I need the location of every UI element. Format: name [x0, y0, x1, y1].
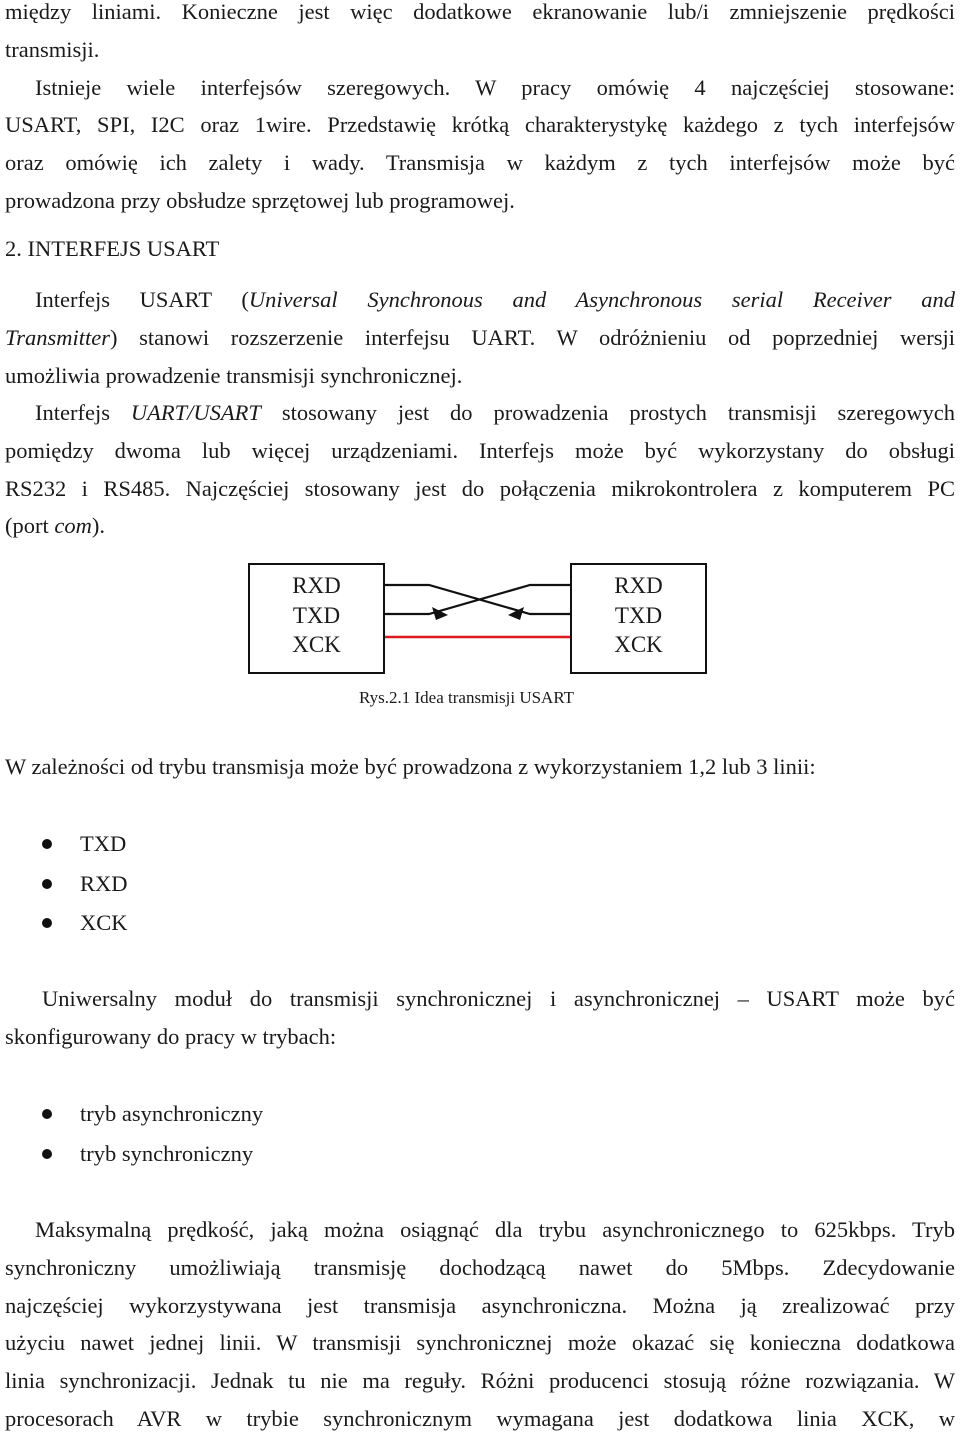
intro-line: USART, SPI, I2C oraz 1wire. Przedstawię krótką charakterystykę każdego z tych interfejsów [5, 112, 955, 138]
section-heading: 2. INTERFEJS USART [5, 236, 220, 261]
final-line: najczęściej wykorzystywana jest transmisja asynchroniczna. Można ją zrealizować przy [5, 1292, 955, 1318]
module-line: Uniwersalny moduł do transmisji synchronicznej i asynchronicznej – USART może być [42, 986, 955, 1011]
module-paragraph [5, 980, 955, 1056]
final-line: procesorach AVR w trybie synchronicznym wymagana jest dodatkowa linia XCK, w [5, 1405, 955, 1431]
intro-line: prowadzona przy obsłudze sprzętowej lub programowej. [5, 187, 515, 213]
bullet-icon [42, 839, 52, 849]
pin-label: TXD [614, 602, 663, 628]
bullet-icon [42, 1149, 52, 1159]
final-line: Maksymalną prędkość, jaką można osiągnąć dla trybu asynchronicznego to 625kbps. Tryb [35, 1217, 955, 1242]
intro-line: transmisji. [5, 36, 100, 62]
crossed-data-line [385, 585, 570, 614]
pin-label: XCK [292, 632, 341, 657]
intro-line: między liniami. Konieczne jest więc dodatkowe ekranowanie lub/i zmniejszenie prędkości [5, 0, 955, 24]
bullet-icon [42, 918, 52, 928]
bullet-icon [42, 879, 52, 889]
usart-paragraph [5, 281, 955, 394]
uart-line: Interfejs UART/USART stosowany jest do prowadzenia prostych transmisji szeregowych [35, 400, 955, 425]
modes-intro: W zależności od trybu transmisja może być prowadzona z wykorzystaniem 1,2 lub 3 linii: [5, 754, 816, 779]
final-paragraph [5, 1211, 955, 1438]
uart-line: (port com). [5, 513, 105, 539]
intro-paragraph [5, 0, 955, 220]
usart-line: Interfejs USART (Universal Synchronous and Asynchronous serial Receiver and [35, 287, 955, 312]
usart-line: umożliwia prowadzenie transmisji synchronicznej. [5, 362, 463, 388]
uart-line: pomiędzy dwoma lub więcej urządzeniami. Interfejs może być wykorzystany do obsługi [5, 437, 955, 463]
usart-line: Transmitter) stanowi rozszerzenie interfejsu UART. W odróżnieniu od poprzedniej wersji [5, 324, 955, 350]
module-line: skonfigurowany do pracy w trybach: [5, 1023, 337, 1049]
pin-label: TXD [292, 602, 341, 628]
usart-diagram [248, 563, 708, 678]
final-line: użyciu nawet jednej linii. W transmisji synchronicznej może okazać się konieczna dodatkowa [5, 1330, 955, 1356]
intro-line: oraz omówię ich zalety i wady. Transmisja w każdym z tych interfejsów może być [5, 150, 955, 176]
pin-label: RXD [292, 573, 341, 598]
figure-caption: Rys.2.1 Idea transmisji USART [359, 688, 575, 707]
intro-line: Istnieje wiele interfejsów szeregowych. W pracy omówię 4 najczęściej stosowane: [35, 74, 955, 100]
pin-label: RXD [614, 573, 663, 598]
document-page: między liniami. Konieczne jest więc dodatkowe ekranowanie lub/i zmniejszenie prędkości transmisji. Istnieje wiele interfejsów szeregowych. W pracy omówię 4 najczęściej stosowane: USART, SPI, I2C oraz 1wire. Przedstawię krótką charakterystykę każdego z tych interfejsów oraz omówię ich zalety i wady. Transmisja w każdym z tych interfejsów może być prowadzona przy obsłudze sprzętowej lub programowej. 2. INTERFEJS USART Interfejs USART (Universal Synchronous and Asynchronous serial Receiver and Transmitter) stanowi rozszerzenie interfejsu UART. W odróżnieniu od poprzedniej wersji umożliwia prowadzenie transmisji synchronicznej. Interfejs UART/USART stosowany jest do prowadzenia prostych transmisji szeregowych pomiędzy dwoma lub więcej urządzeniami. Interfejs może być wykorzystany do obsługi RS232 i RS485. Najczęściej stosowany jest do połączenia mikrokontrolera z komputerem PC (port com). RXD TXD XCK RXD TXD XCK Rys.2.1 Idea transmisji USART W zależności od trybu transmisja może być prowadzona z wykorzystaniem 1,2 lub 3 linii: TXD RXD XCK Uniwersalny moduł do transmisji synchronicznej i asynchronicznej – USART może być skonfigurowany do pracy w trybach: tryb asynchroniczny tryb synchroniczny Maksymalną prędkość, jaką można osiągnąć dla trybu asynchronicznego to 625kbps. Tryb synchroniczny umożliwiają transmisję dochodzącą nawet do 5Mbps. Zdecydowanie najczęściej wykorzystywana jest transmisja asynchroniczna. Można ją zrealizować przy użyciu nawet jednej linii. W transmisji synchronicznej może okazać się konieczna dodatkowa linia synchronizacji. Jednak tu nie ma reguły. Różni producenci stosują różne rozwiązania. W procesorach AVR w trybie synchronicznym wymagana jest dodatkowa linia XCK, w [0, 0, 960, 1440]
uart-paragraph [5, 394, 955, 545]
connection-lines [248, 563, 708, 678]
uart-line: RS232 i RS485. Najczęściej stosowany jest do połączenia mikrokontrolera z komputerem PC [5, 475, 955, 501]
final-line: linia synchronizacji. Jednak tu nie ma reguły. Różni producenci stosują różne rozwiązania. W [5, 1368, 955, 1394]
bullet-icon [42, 1109, 52, 1119]
final-line: synchroniczny umożliwiają transmisję dochodzącą nawet do 5Mbps. Zdecydowanie [5, 1254, 955, 1280]
pin-label: XCK [614, 632, 663, 657]
